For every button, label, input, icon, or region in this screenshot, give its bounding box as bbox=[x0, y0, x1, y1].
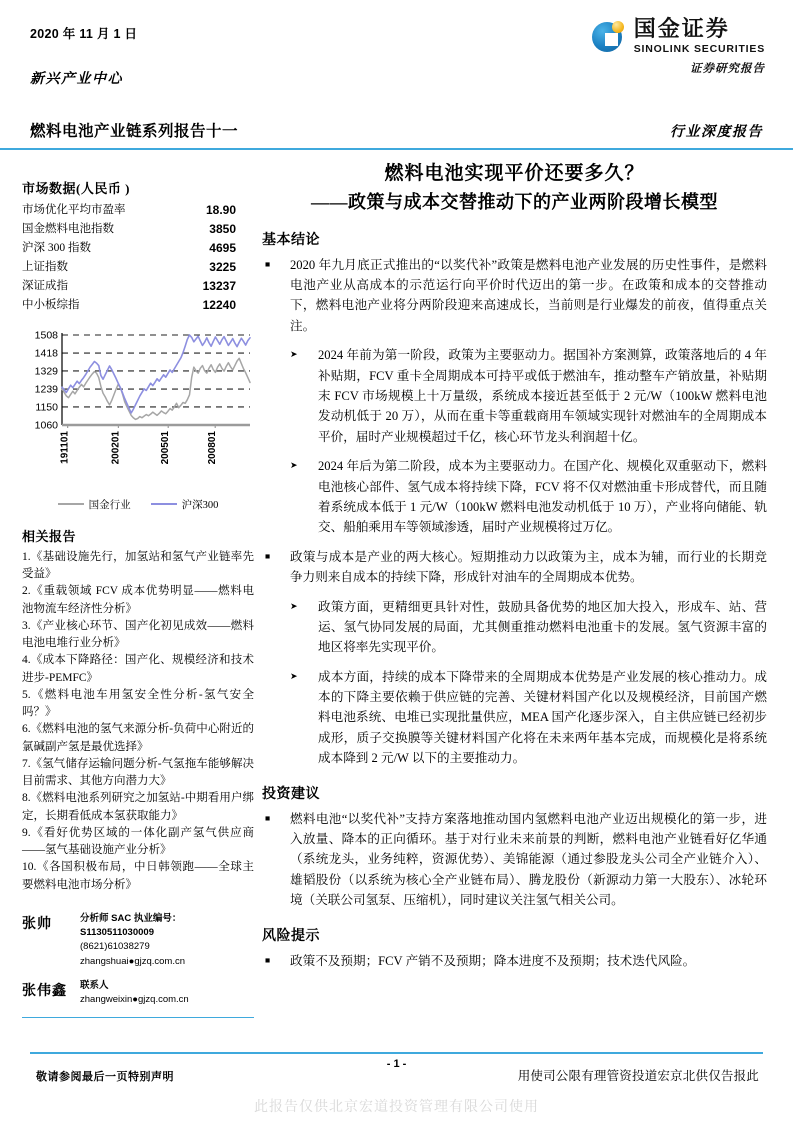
legend-item-1 bbox=[151, 497, 219, 512]
list-item[interactable]: 9.《看好优势区域的一体化副产氢气供应商——氢气基础设施产业分析》 bbox=[22, 826, 254, 857]
svg-text:1508: 1508 bbox=[34, 329, 58, 342]
main-content bbox=[262, 160, 767, 980]
bullet-conclusion: ■ 政策与成本是产业的两大核心。短期推动力以政策为主，成本为辅，而行业的长期竞争力则来自成本的持续下降，形成针对油车的全周期成本优势。 bbox=[262, 547, 767, 588]
risk-list bbox=[262, 951, 767, 971]
svg-text:200501: 200501 bbox=[160, 430, 172, 465]
market-row-label: 国金燃料电池指数 bbox=[22, 222, 114, 235]
index-performance-chart bbox=[22, 327, 254, 495]
chart-legend bbox=[22, 497, 254, 512]
investment-advice-list bbox=[262, 809, 767, 911]
svg-text:1239: 1239 bbox=[34, 383, 58, 396]
list-item[interactable]: 1.《基础设施先行，加氢站和氢气产业链率先受益》 bbox=[22, 550, 254, 581]
market-row-label: 中小板综指 bbox=[22, 298, 80, 311]
svg-text:200201: 200201 bbox=[110, 430, 122, 465]
header-divider bbox=[0, 148, 793, 150]
page-subtitle: ——政策与成本交替推动下的产业两阶段增长模型 bbox=[311, 191, 718, 212]
market-row-value: 18.90 bbox=[205, 203, 236, 218]
market-row-label: 上证指数 bbox=[22, 260, 68, 273]
table-row bbox=[22, 296, 254, 315]
bullet-conclusion-sub: ➤ 政策方面，更精细更具针对性，鼓励具备优势的地区加大投入，形成车、站、营运、氢气协同发展的局面，尤其侧重推动燃料电池重卡的发展。氢气资源丰富的地区将率先实现平价。 bbox=[262, 597, 767, 658]
related-reports bbox=[22, 526, 254, 894]
analyst-block bbox=[22, 912, 254, 1019]
bullet-investment-advice: ■ 燃料电池“以奖代补”支持方案落地推动国内氢燃料电池产业迈出规模化的第一步，进入放量、降本的正向循环。基于对行业未来前景的判断，燃料电池产业链看好亿华通（系统龙头，业务纯粹，资源优势）、美锦能源（通过参股龙头公司全产业链介入）、雄韬股份（以系统为核心全产业链布局）、腾龙股份（新源动力第一大股东）、冰轮环境（关联公司氢泵、压缩机），同时建议关注氢气相关公司。 bbox=[262, 809, 767, 911]
logo-subtitle: 证券研究报告 bbox=[690, 63, 765, 75]
list-item[interactable]: 2.《重载领域 FCV 成本优势明显——燃料电池物流车经济性分析》 bbox=[22, 585, 254, 615]
svg-text:1329: 1329 bbox=[34, 365, 58, 378]
market-row-label: 深证成指 bbox=[22, 279, 68, 292]
logo-company-cn: 国金证券 bbox=[633, 16, 730, 41]
left-sidebar bbox=[22, 178, 254, 1018]
svg-text:1150: 1150 bbox=[35, 401, 58, 414]
bullet-conclusion: ■ 2020 年九月底正式推出的“以奖代补”政策是燃料电池产业发展的历史性事件，是燃料电池产业从高成本的示范运行向平价时代迈出的第一步。在政策和成本的交替推动下，燃料电池产业将分两阶段迎来高速成长，当前则是行业爆发的前夜，值得重点关注。 bbox=[262, 255, 767, 337]
market-data-table bbox=[22, 201, 254, 315]
list-item[interactable]: 3.《产业核心环节、国产化初见成效——燃料电池电堆行业分析》 bbox=[22, 619, 254, 650]
analyst-phone: (8621)61038279 bbox=[80, 941, 150, 953]
company-logo bbox=[592, 18, 765, 76]
table-row bbox=[22, 239, 254, 258]
bullet-conclusion-sub: ➤ 2024 年后为第二阶段，成本为主要驱动力。在国产化、规模化双重驱动下，燃料电池核心部件、氢气成本将持续下降，FCV 将不仅对燃油重卡形成替代，而且随着系统成本低于 1 元/W（100kW 燃料电池发动机低于 10 万），产业将向储能、轨交、船舶乘用车等领域渗透，届时产业规模将过万亿。 bbox=[262, 456, 767, 538]
market-row-value: 3850 bbox=[209, 222, 236, 237]
footer-divider bbox=[30, 1052, 763, 1054]
analyst-name: 张帅 bbox=[22, 916, 52, 932]
analyst-name: 张伟鑫 bbox=[22, 983, 67, 999]
page-watermark: 此报告仅供北京宏道投资管理有限公司使用 bbox=[254, 1100, 539, 1115]
market-row-value: 13237 bbox=[202, 279, 236, 294]
list-item[interactable]: 6.《燃料电池的氢气来源分析-负荷中心附近的氯碱副产氢是最优选择》 bbox=[22, 723, 254, 753]
section-heading-investment-advice: 投资建议 bbox=[262, 786, 320, 802]
analyst-email[interactable]: zhangweixin●gjzq.com.cn bbox=[80, 994, 189, 1006]
related-reports-list bbox=[22, 549, 254, 894]
legend-label: 沪深300 bbox=[181, 499, 219, 511]
legend-item-0 bbox=[58, 497, 131, 512]
report-date: 2020 年 11 月 1 日 bbox=[30, 27, 138, 41]
market-row-label: 沪深 300 指数 bbox=[22, 241, 91, 254]
table-row bbox=[22, 220, 254, 239]
table-row bbox=[22, 277, 254, 296]
legend-label: 国金行业 bbox=[88, 499, 131, 511]
section-heading-conclusions: 基本结论 bbox=[262, 232, 320, 248]
market-data-body bbox=[22, 201, 254, 315]
page-footer bbox=[0, 1044, 793, 1122]
series-title: 燃料电池产业链系列报告十一 bbox=[30, 123, 239, 140]
svg-text:1060: 1060 bbox=[34, 419, 58, 432]
analyst-divider bbox=[22, 1017, 254, 1018]
bullet-conclusion-sub: ➤ 成本方面，持续的成本下降带来的全周期成本优势是产业发展的核心推动力。成本的下降主要依赖于供应链的完善、关键材料国产化以及规模经济，目前国产燃料电池系统、电堆已实现批量供应，MEA 国产化逐步深入，自主供应链已经初步成形，质子交换膜等关键材料国产化将在未来两年基本完成，而规模化是将系统成本降到 2 元/W 以下的主要推动力。 bbox=[262, 667, 767, 769]
list-item[interactable]: 7.《氢气储存运输问题分析-气氢拖车能够解决目前需求、其他方向潜力大》 bbox=[22, 757, 254, 788]
svg-text:200801: 200801 bbox=[207, 430, 219, 465]
bullet-conclusion-sub: ➤ 2024 年前为第一阶段，政策为主要驱动力。据国补方案测算，政策落地后的 4 年补贴期，FCV 重卡全周期成本可持平或低于燃油车，推动整车产销放量，补贴期末 FCV 市场规模上十万量级，系统成本接近甚至低于 2 元/W（100kW 燃料电池发动机低于 20 万），从而在重卡等重载商用车领域实现针对燃油车的全周期成本平价，届时产业规模超过千亿，核心环节龙头利润超十亿。 bbox=[262, 345, 767, 447]
svg-text:191101: 191101 bbox=[59, 430, 71, 464]
analyst-entry bbox=[22, 912, 254, 969]
list-item[interactable]: 5.《燃料电池车用氢安全性分析-氢气安全吗？》 bbox=[22, 688, 254, 719]
legend-swatch bbox=[58, 503, 84, 505]
market-row-value: 12240 bbox=[202, 298, 236, 313]
table-row bbox=[22, 201, 254, 220]
analyst-entry bbox=[22, 979, 254, 1008]
chart-canvas bbox=[22, 327, 254, 477]
svg-text:1418: 1418 bbox=[34, 347, 58, 360]
page-header bbox=[0, 0, 793, 150]
section-heading-risk: 风险提示 bbox=[262, 928, 320, 944]
bullet-risk: ■ 政策不及预期；FCV 产销不及预期；降本进度不及预期；技术迭代风险。 bbox=[262, 951, 767, 971]
market-row-value: 3225 bbox=[209, 260, 236, 275]
analyst-role: 分析师 SAC 执业编号：S1130511030009 bbox=[80, 912, 182, 939]
sinolink-logo-icon bbox=[592, 20, 626, 54]
list-item[interactable]: 8.《燃料电池系列研究之加氢站-中期看用户绑定，长期看低成本氢获取能力》 bbox=[22, 792, 254, 822]
logo-company-en: SINOLINK SECURITIES bbox=[633, 43, 765, 55]
list-item[interactable]: 4.《成本下降路径：国产化、规模经济和技术进步-PEMFC》 bbox=[22, 654, 254, 684]
related-reports-title: 相关报告 bbox=[22, 528, 77, 544]
page-number: - 1 - bbox=[386, 1058, 407, 1070]
report-kind-label: 行业深度报告 bbox=[670, 125, 763, 140]
footer-disclaimer-note: 敬请参阅最后一页特别声明 bbox=[36, 1071, 174, 1083]
analyst-role: 联系人 bbox=[80, 979, 109, 991]
list-item[interactable]: 10.《各国积极布局，中日韩领跑——全球主要燃料电池市场分析》 bbox=[22, 861, 254, 891]
table-row bbox=[22, 258, 254, 277]
legend-swatch bbox=[151, 503, 177, 505]
page-title: 燃料电池实现平价还要多久？ bbox=[384, 163, 645, 184]
analyst-details bbox=[80, 979, 189, 1008]
conclusions-list bbox=[262, 255, 767, 769]
research-center-name: 新兴产业中心 bbox=[30, 72, 123, 87]
analyst-email[interactable]: zhangshuai●gjzq.com.cn bbox=[80, 955, 186, 967]
market-data-title: 市场数据(人民币 ) bbox=[22, 181, 130, 196]
market-row-label: 市场优化平均市盈率 bbox=[22, 203, 126, 216]
analyst-details bbox=[80, 912, 254, 969]
footer-mirrored-note: 用使司公限有理管资投道宏京北供仅告报此 bbox=[517, 1069, 759, 1083]
market-row-value: 4695 bbox=[209, 241, 236, 256]
